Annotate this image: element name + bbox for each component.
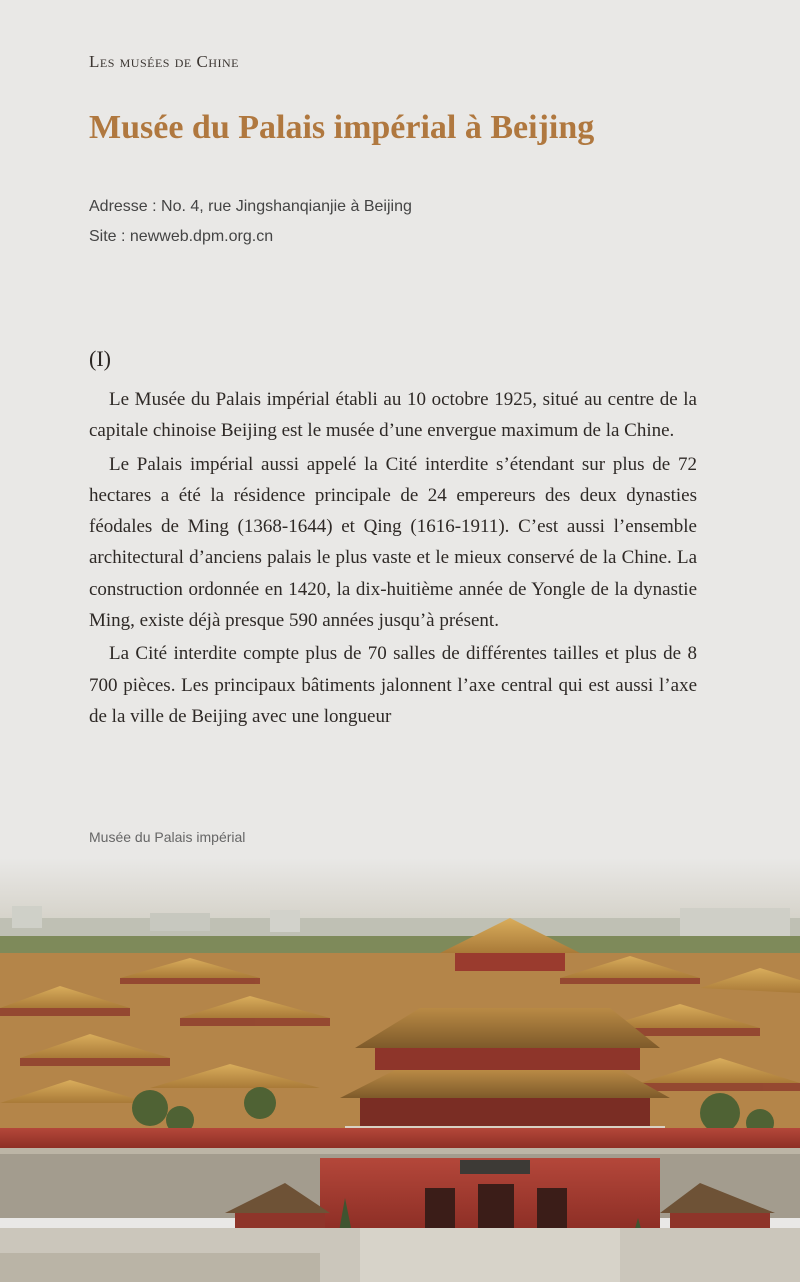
museum-website: Site : newweb.dpm.org.cn bbox=[89, 228, 274, 245]
paragraph-1: Le Musée du Palais impérial établi au 10 octobre 1925, situé au centre de la capitale chinoise Beijing est le musée d’une envergue maximum de la Chine. bbox=[89, 389, 697, 442]
article-body bbox=[89, 384, 697, 734]
running-header: Les musées de Chine bbox=[89, 52, 239, 71]
paragraph-3: La Cité interdite compte plus de 70 salles de différentes tailles et plus de 8 700 pièces. Les principaux bâtiments jalonnent l’axe central qui est aussi l’axe de la ville de Beijing avec une longueur bbox=[89, 643, 697, 727]
museum-address: Adresse : No. 4, rue Jingshanqianjie à Beijing bbox=[89, 198, 412, 215]
page-title: Musée du Palais impérial à Beijing bbox=[89, 109, 595, 146]
section-number: (I) bbox=[89, 346, 111, 371]
paragraph-2: Le Palais impérial aussi appelé la Cité interdite s’étendant sur plus de 72 hectares a été la résidence principale de 24 empereurs des deux dynasties féodales de Ming (1368-1644) et Qing (1616-1911). C’est aussi l’ensemble architectural d’anciens palais le plus vaste et le mieux conservé de la Chine. La construction ordonnée en 1420, la dix-huitième année de Yongle de la dynastie Ming, existe déjà presque 590 années jusqu’à présent. bbox=[89, 453, 697, 632]
forbidden-city-photo bbox=[0, 858, 800, 1282]
photo-caption: Musée du Palais impérial bbox=[89, 829, 246, 845]
